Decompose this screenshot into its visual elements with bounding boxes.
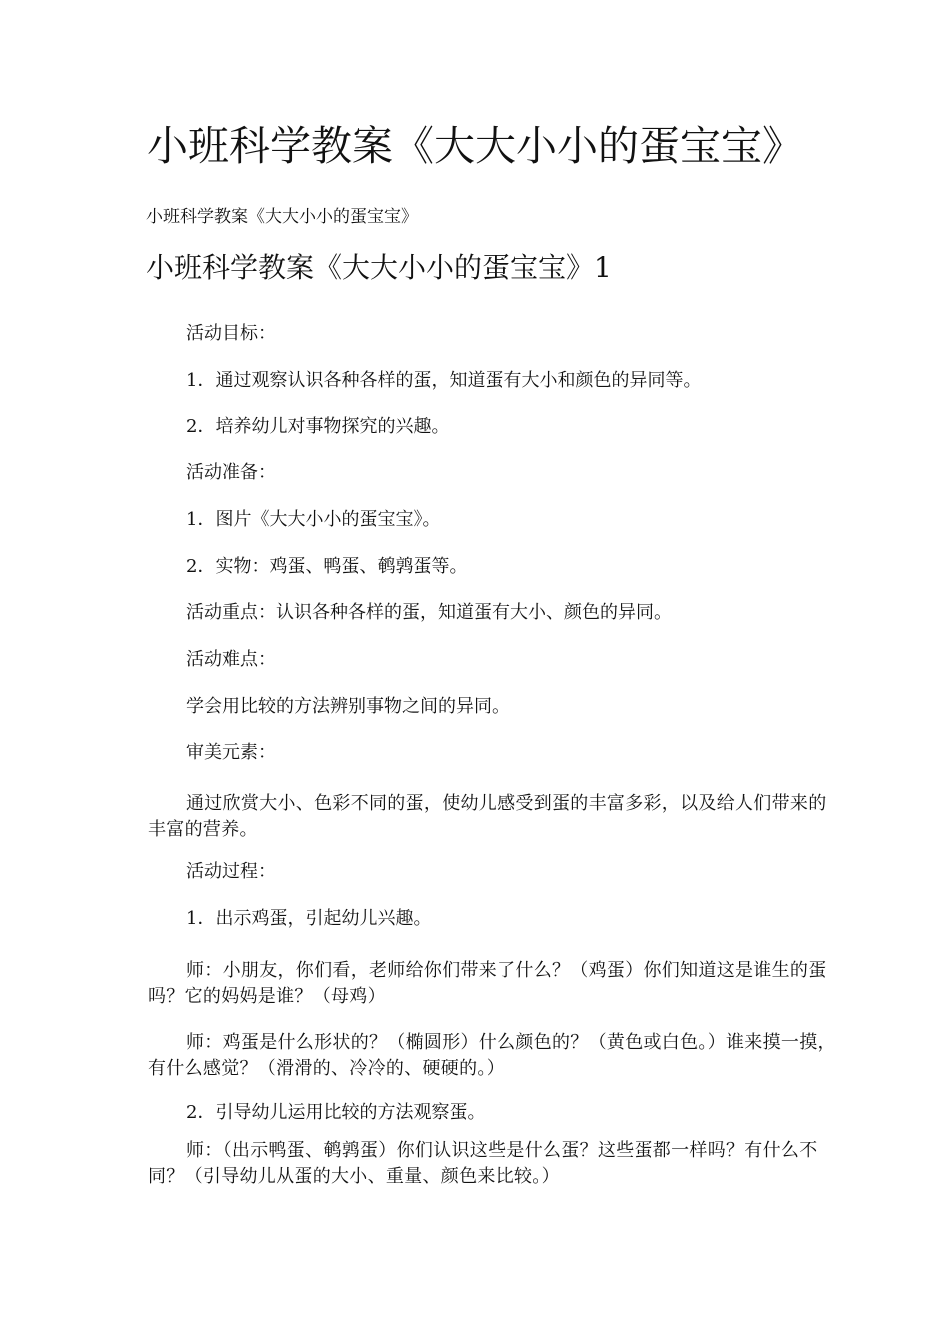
document-title: 小班科学教案《大大小小的蛋宝宝》 xyxy=(147,122,803,170)
teacher-dialogue-1: 师：小朋友，你们看，老师给你们带来了什么？（鸡蛋）你们知道这是谁生的蛋吗？它的妈妈是谁？（母鸡） xyxy=(148,960,827,1007)
process-step-1: 1．出示鸡蛋，引起幼儿兴趣。 xyxy=(186,908,432,929)
preparation-label: 活动准备： xyxy=(186,462,276,483)
teacher-dialogue-3: 师：（出示鸭蛋、鹌鹑蛋）你们认识这些是什么蛋？这些蛋都一样吗？有什么不同？（引导幼儿从蛋的大小、重量、颜色来比较。） xyxy=(148,1140,818,1187)
goal-item-2: 2．培养幼儿对事物探究的兴趣。 xyxy=(186,416,450,437)
process-step-2: 2．引导幼儿运用比较的方法观察蛋。 xyxy=(186,1102,486,1123)
section-heading: 小班科学教案《大大小小的蛋宝宝》1 xyxy=(146,251,612,284)
preparation-item-1: 1．图片《大大小小的蛋宝宝》。 xyxy=(186,509,441,530)
key-points-line: 活动重点：认识各种各样的蛋，知道蛋有大小、颜色的异同。 xyxy=(186,602,672,623)
aesthetic-label: 审美元素： xyxy=(186,742,276,763)
aesthetic-paragraph: 通过欣赏大小、色彩不同的蛋，使幼儿感受到蛋的丰富多彩，以及给人们带来的丰富的营养。 xyxy=(148,793,827,840)
difficulty-label: 活动难点： xyxy=(186,649,276,670)
process-label: 活动过程： xyxy=(186,861,276,882)
goal-item-1: 1．通过观察认识各种各样的蛋，知道蛋有大小和颜色的异同等。 xyxy=(186,370,702,391)
document-subtitle: 小班科学教案《大大小小的蛋宝宝》 xyxy=(146,207,418,227)
teacher-dialogue-2: 师：鸡蛋是什么形状的？（椭圆形）什么颜色的？（黄色或白色。）谁来摸一摸，有什么感觉？（滑滑的、冷冷的、硬硬的。） xyxy=(148,1032,836,1079)
preparation-item-2: 2．实物：鸡蛋、鸭蛋、鹌鹑蛋等。 xyxy=(186,556,468,577)
difficulty-line: 学会用比较的方法辨别事物之间的异同。 xyxy=(186,696,510,717)
goals-label: 活动目标： xyxy=(186,323,276,344)
